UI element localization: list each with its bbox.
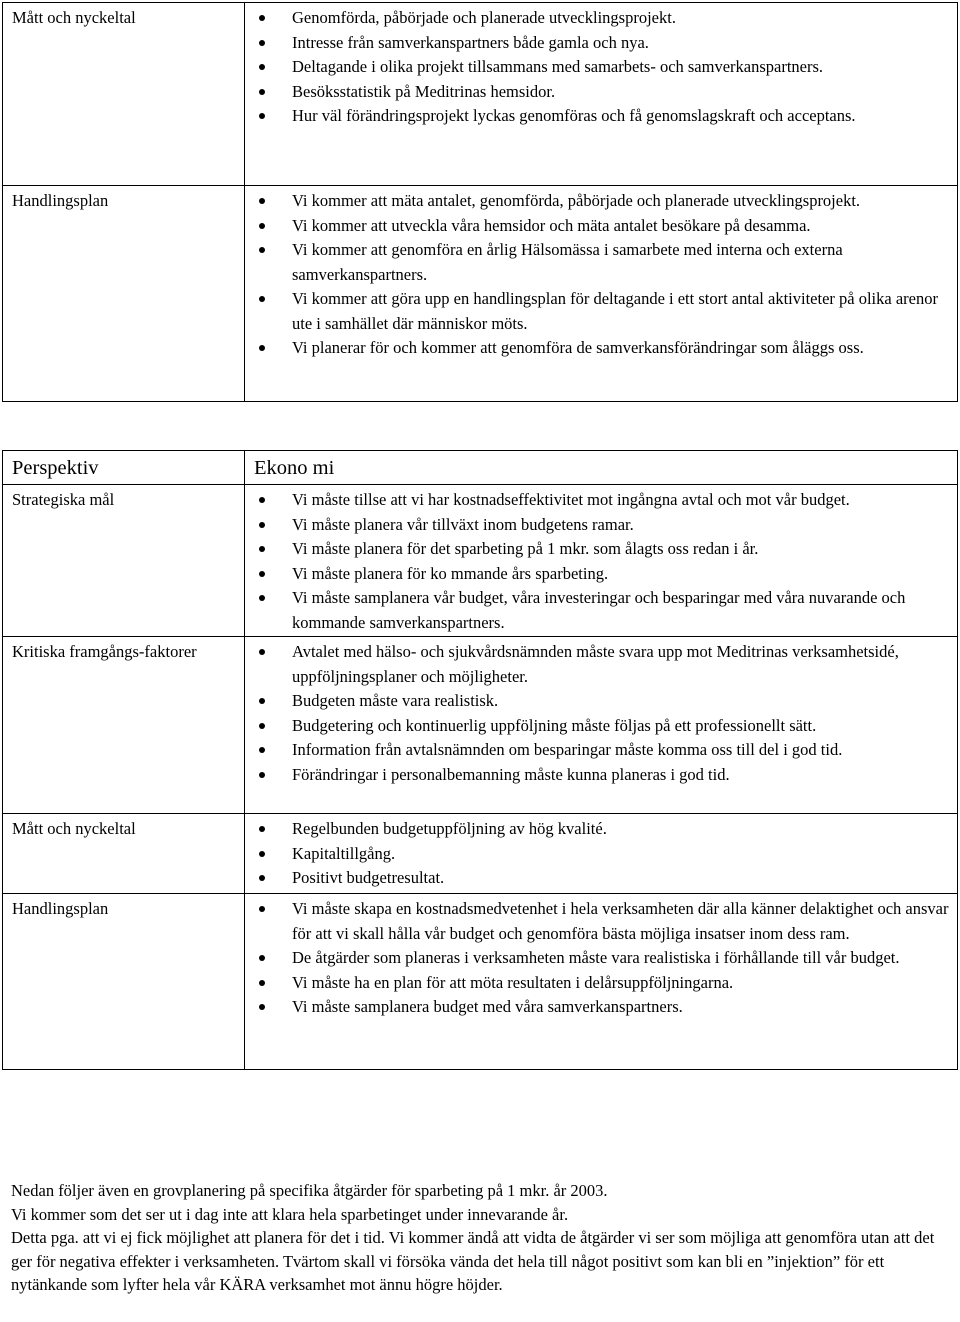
list-item: Kapitaltillgång. xyxy=(245,842,953,867)
list-item: Regelbunden budgetuppföljning av hög kvalité. xyxy=(245,817,953,842)
footer-text xyxy=(11,1179,951,1297)
list-item: Budgetering och kontinuerlig uppföljning måste följas på ett professionellt sätt. xyxy=(245,714,953,739)
list-item: Vi måste ha en plan för att möta resultaten i delårsuppföljningarna. xyxy=(245,971,953,996)
row-label: Mått och nyckeltal xyxy=(3,3,245,186)
economy-perspective-table xyxy=(2,450,958,1070)
table-row xyxy=(3,3,958,186)
row-label: Kritiska framgångs-faktorer xyxy=(3,637,245,814)
list-item: Vi kommer att göra upp en handlingsplan för deltagande i ett stort antal aktiviteter på olika arenor ute i samhället där människor möts. xyxy=(245,287,953,336)
list-item: Vi måste tillse att vi har kostnadseffektivitet mot ingångna avtal och mot vår budget. xyxy=(245,488,953,513)
row-label: Mått och nyckeltal xyxy=(3,814,245,894)
list-item: Hur väl förändringsprojekt lyckas genomföras och få genomslagskraft och acceptans. xyxy=(245,104,953,129)
list-item: Positivt budgetresultat. xyxy=(245,866,953,891)
row-label: Strategiska mål xyxy=(3,485,245,637)
table-row xyxy=(3,894,958,1070)
table-row xyxy=(3,637,958,814)
list-item: Vi måste planera för ko mmande års sparbeting. xyxy=(245,562,953,587)
bullet-list xyxy=(245,488,953,635)
list-item: Vi måste samplanera budget med våra samverkanspartners. xyxy=(245,995,953,1020)
list-item: Vi planerar för och kommer att genomföra de samverkansförändringar som åläggs oss. xyxy=(245,336,953,361)
footer-paragraph: Vi kommer som det ser ut i dag inte att klara hela sparbetinget under innevarande år. xyxy=(11,1204,569,1224)
list-item: Deltagande i olika projekt tillsammans med samarbets- och samverkanspartners. xyxy=(245,55,953,80)
list-item: De åtgärder som planeras i verksamheten måste vara realistiska i förhållande till vår budget. xyxy=(245,946,953,971)
list-item: Genomförda, påbörjade och planerade utvecklingsprojekt. xyxy=(245,6,953,31)
list-item: Vi kommer att mäta antalet, genomförda, påbörjade och planerade utvecklingsprojekt. xyxy=(245,189,953,214)
list-item: Vi kommer att genomföra en årlig Hälsomässa i samarbete med interna och externa samverkanspartners. xyxy=(245,238,953,287)
table-header-row xyxy=(3,451,958,485)
footer-paragraph: Detta pga. att vi ej fick möjlighet att planera för det i tid. Vi kommer ändå att vidta de åtgärder vi ser som möjliga att genomföra utan att det ger för negativa effekter i verksamheten. Tvärtom skall vi försöka vända det hela till något positivt som kan bli en ”injektion” för ett nytänkande som lyfter hela vår KÄRA verksamhet mot ännu högre höjder. xyxy=(11,1228,935,1294)
perspective-value: Ekono mi xyxy=(245,451,958,485)
bullet-list xyxy=(245,6,953,129)
bullet-list xyxy=(245,897,953,1020)
action-plan-table xyxy=(2,2,958,402)
list-item: Budgeten måste vara realistisk. xyxy=(245,689,953,714)
list-item: Information från avtalsnämnden om besparingar måste komma oss till del i god tid. xyxy=(245,738,953,763)
table-row xyxy=(3,485,958,637)
table-row xyxy=(3,814,958,894)
row-label: Handlingsplan xyxy=(3,186,245,402)
list-item: Besöksstatistik på Meditrinas hemsidor. xyxy=(245,80,953,105)
list-item: Avtalet med hälso- och sjukvårdsnämnden måste svara upp mot Meditrinas verksamhetsidé, uppföljningsplaner och möjligheter. xyxy=(245,640,953,689)
bullet-list xyxy=(245,189,953,361)
row-label: Handlingsplan xyxy=(3,894,245,1070)
list-item: Förändringar i personalbemanning måste kunna planeras i god tid. xyxy=(245,763,953,788)
footer-paragraph: Nedan följer även en grovplanering på specifika åtgärder för sparbeting på 1 mkr. år 2003. xyxy=(11,1181,608,1200)
table-row xyxy=(3,186,958,402)
list-item: Vi måste skapa en kostnadsmedvetenhet i hela verksamheten där alla känner delaktighet och ansvar för att vi skall hålla vår budget och genomföra bästa möjliga insatser inom dess ram. xyxy=(245,897,953,946)
perspective-label: Perspektiv xyxy=(3,451,245,485)
list-item: Vi måste planera vår tillväxt inom budgetens ramar. xyxy=(245,513,953,538)
bullet-list xyxy=(245,640,953,787)
list-item: Vi måste samplanera vår budget, våra investeringar och besparingar med våra nuvarande och kommande samverkanspartners. xyxy=(245,586,953,635)
bullet-list xyxy=(245,817,953,891)
list-item: Vi måste planera för det sparbeting på 1 mkr. som ålagts oss redan i år. xyxy=(245,537,953,562)
list-item: Vi kommer att utveckla våra hemsidor och mäta antalet besökare på desamma. xyxy=(245,214,953,239)
list-item: Intresse från samverkanspartners både gamla och nya. xyxy=(245,31,953,56)
